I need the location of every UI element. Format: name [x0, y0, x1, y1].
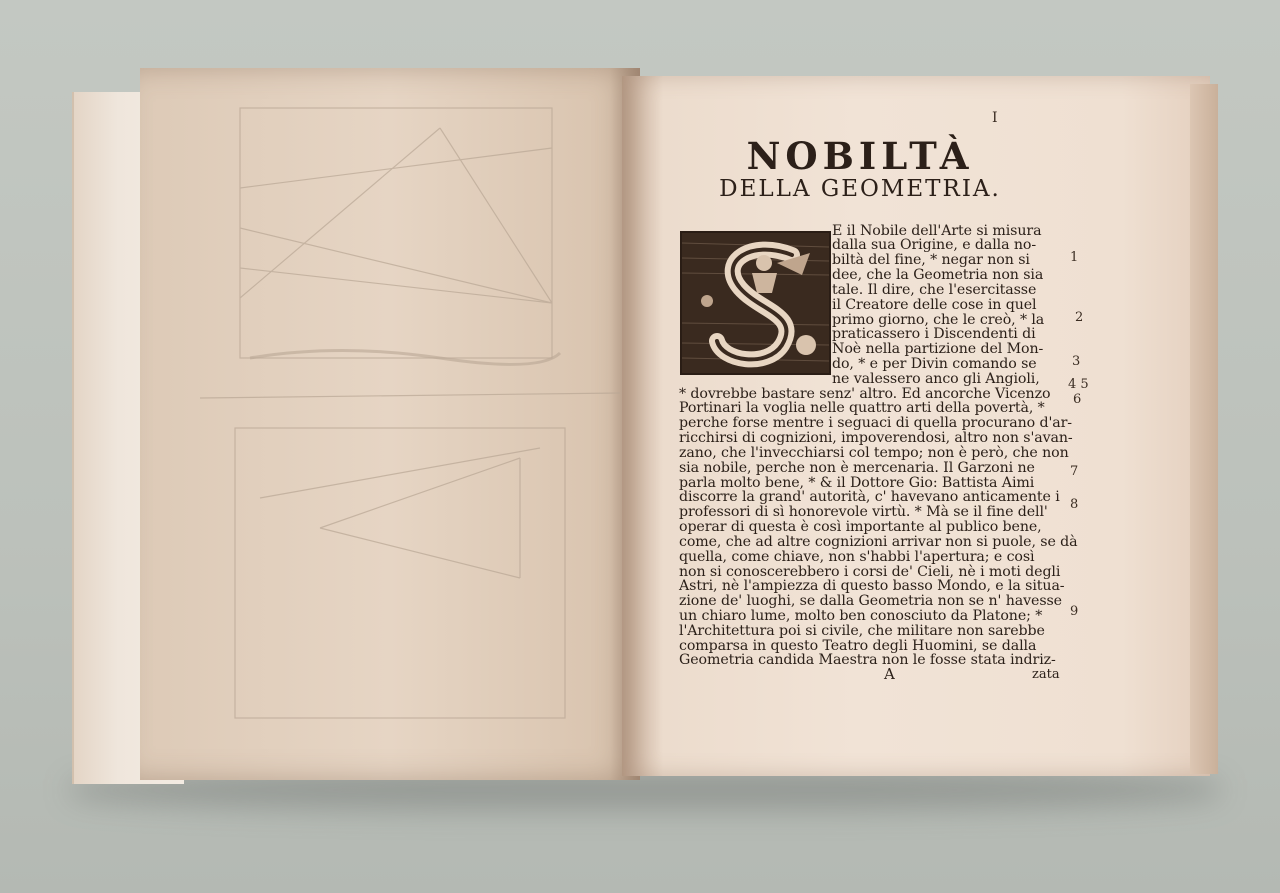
text-line: quella, come chiave, non s'habbi l'apertura; e così: [679, 549, 1035, 565]
margin-number: 1: [1070, 250, 1079, 265]
text-line: primo giorno, che le creò, * la: [832, 312, 1045, 328]
text-line: biltà del fine, * negar non si: [832, 252, 1030, 268]
text-line: come, che ad altre cognizioni arrivar non si puole, se dà: [679, 534, 1078, 550]
text-line: zione de' luoghi, se dalla Geometria non se n' havesse: [679, 593, 1062, 609]
woodcut-initial-s-icon: [682, 233, 829, 373]
text-line: parla molto bene, * & il Dottore Gio: Battista Aimi: [679, 475, 1035, 491]
text-line: sia nobile, perche non è mercenaria. Il Garzoni ne: [679, 460, 1035, 476]
text-line: dalla sua Origine, e dalla no-: [832, 237, 1037, 253]
text-line: tale. Il dire, che l'esercitasse: [832, 282, 1037, 298]
text-line: l'Architettura poi si civile, che militare non sarebbe: [679, 623, 1045, 639]
text-line: non si conoscerebbero i corsi de' Cieli, nè i moti degli: [679, 564, 1061, 580]
text-line: do, * e per Divin comando se: [832, 356, 1037, 372]
margin-number: 6: [1073, 392, 1082, 407]
text-line: comparsa in questo Teatro degli Huomini, se dalla: [679, 638, 1037, 654]
margin-number: 3: [1072, 354, 1081, 369]
woodcut-initial: [680, 231, 831, 375]
text-line: professori di sì honorevole virtù. * Mà se il fine dell': [679, 504, 1048, 520]
text-line: operar di questa è così importante al publico bene,: [679, 519, 1042, 535]
text-line: E il Nobile dell'Arte si misura: [832, 223, 1042, 239]
text-line: Noè nella partizione del Mon-: [832, 341, 1044, 357]
text-line: ricchirsi di cognizioni, impoverendosi, altro non s'avan-: [679, 430, 1073, 446]
right-page-edge: [1190, 84, 1218, 774]
text-line: zano, che l'invecchiarsi col tempo; non è però, che non: [679, 445, 1069, 461]
margin-number: 2: [1075, 310, 1084, 325]
faint-diagram: [140, 68, 640, 780]
page-title: NOBILTÀ: [746, 134, 974, 178]
text-line: Astri, nè l'ampiezza di questo basso Mondo, e la situa-: [679, 578, 1065, 594]
text-line: praticassero i Discendenti di: [832, 326, 1036, 342]
catchword: zata: [1032, 667, 1060, 682]
margin-number: 4 5: [1068, 377, 1089, 392]
signature-mark: A: [884, 665, 895, 683]
text-line: Portinari la voglia nelle quattro arti della povertà, *: [679, 400, 1045, 416]
folio-number: I: [992, 110, 998, 126]
text-line: il Creatore delle cose in quel: [832, 297, 1037, 313]
text-line: * dovrebbe bastare senz' altro. Ed ancorche Vicenzo: [679, 386, 1051, 402]
margin-number: 7: [1070, 464, 1079, 479]
page-subtitle: DELLA GEOMETRIA.: [719, 176, 1001, 202]
text-line: perche forse mentre i seguaci di quella procurano d'ar-: [679, 415, 1073, 431]
text-line: Geometria candida Maestra non le fosse stata indriz-: [679, 652, 1056, 668]
text-line: un chiaro lume, molto ben conosciuto da Platone; *: [679, 608, 1043, 624]
left-page-bleed-through: [140, 68, 640, 780]
text-line: dee, che la Geometria non sia: [832, 267, 1044, 283]
margin-number: 9: [1070, 604, 1079, 619]
text-line: discorre la grand' autorità, c' havevano anticamente i: [679, 489, 1060, 505]
text-line: ne valessero anco gli Angioli,: [832, 371, 1040, 387]
margin-number: 8: [1070, 497, 1079, 512]
